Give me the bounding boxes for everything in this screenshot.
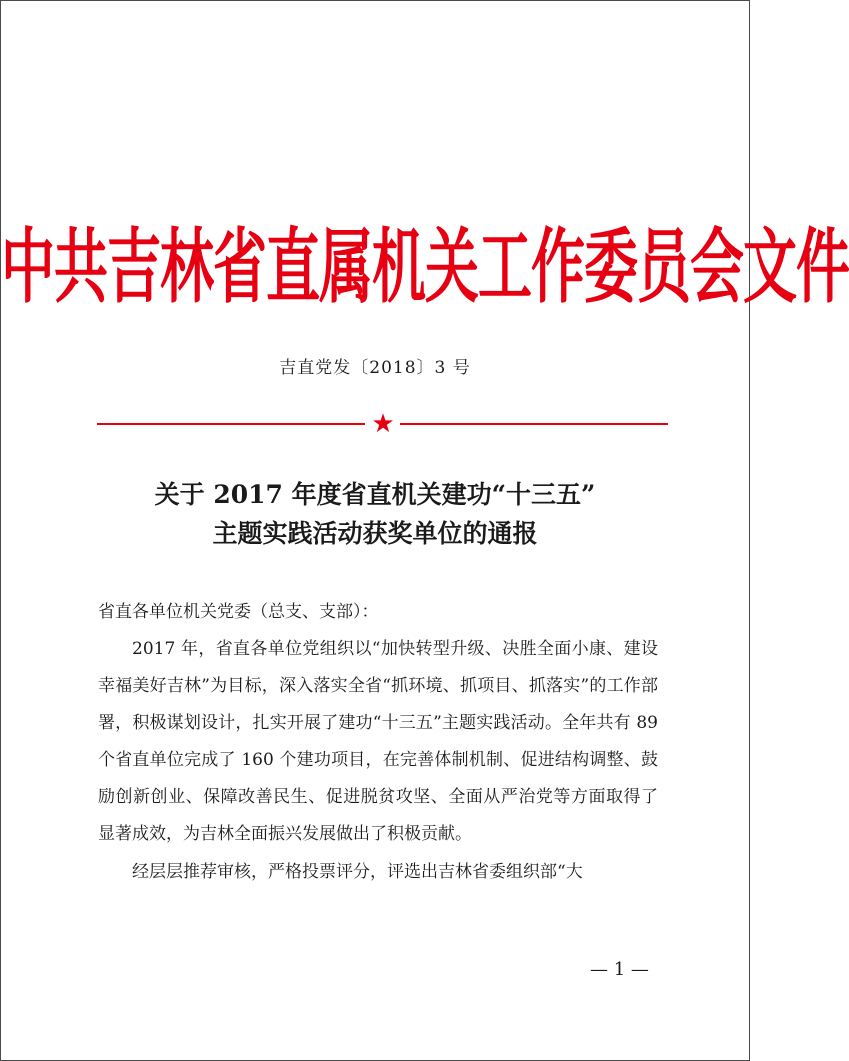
body-paragraph: 2017 年，省直各单位党组织以“加快转型升级、决胜全面小康、建设幸福美好吉林”为目标，深入落实全省“抓环境、抓项目、抓落实”的工作部署，积极谋划设计，扎实开展了建功“十三五”主题实践活动。全年共有 89 个省直单位完成了 160 个建功项目，在完善体制机制、促进结构调整、鼓励创新创业、保障改善民生、促进脱贫攻坚、全面从严治党等方面取得了显著成效，为吉林全面振兴发展做出了积极贡献。 — [98, 639, 658, 844]
body-text — [98, 631, 658, 891]
star-icon: ★ — [371, 409, 395, 439]
document-number: 吉直党发〔2018〕3 号 — [279, 358, 471, 378]
notice-title-line-1: 关于 2017 年度省直机关建功“十三五” — [154, 480, 596, 509]
page-number: — 1 — — [590, 959, 649, 980]
salutation: 省直各单位机关党委（总支、支部）： — [98, 602, 379, 622]
notice-title-line-2: 主题实践活动获奖单位的通报 — [212, 519, 538, 548]
divider-line-left — [97, 423, 365, 425]
body-paragraph: 经层层推荐审核，严格投票评分，评选出吉林省委组织部“大 — [132, 862, 583, 882]
masthead-title: 中共吉林省直属机关工作委员会文件 — [1, 220, 849, 315]
red-divider — [97, 409, 668, 439]
divider-line-right — [400, 423, 668, 425]
